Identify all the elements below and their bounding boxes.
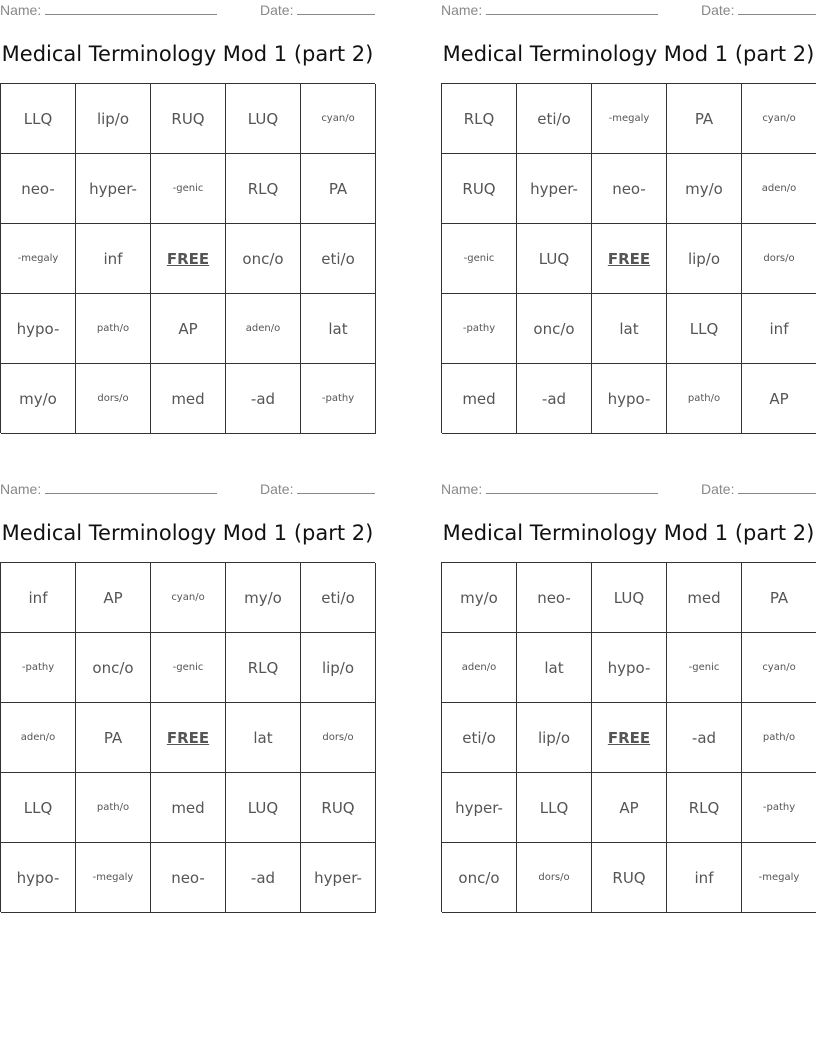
date-blank-line[interactable] <box>297 481 375 494</box>
bingo-cell[interactable]: hypo- <box>1 294 76 364</box>
name-field <box>441 481 658 497</box>
card-title: Medical Terminology Mod 1 (part 2) <box>442 521 815 545</box>
bingo-cell[interactable]: RUQ <box>442 154 517 224</box>
bingo-cell[interactable]: LUQ <box>517 224 592 294</box>
bingo-cell[interactable]: cyan/o <box>742 633 816 703</box>
bingo-cell[interactable]: -ad <box>667 703 742 773</box>
name-label: Name: <box>0 481 42 497</box>
free-space-cell[interactable]: FREE <box>151 703 226 773</box>
name-blank-line[interactable] <box>45 481 217 494</box>
date-label: Date: <box>260 2 294 18</box>
bingo-cell[interactable]: PA <box>301 154 376 224</box>
bingo-card-1 <box>0 0 376 436</box>
bingo-cell[interactable]: lat <box>517 633 592 703</box>
date-field <box>260 2 375 18</box>
bingo-cell[interactable]: AP <box>76 563 151 633</box>
bingo-cell[interactable]: onc/o <box>76 633 151 703</box>
bingo-cell[interactable]: onc/o <box>442 843 517 913</box>
bingo-cell[interactable]: cyan/o <box>301 84 376 154</box>
bingo-cell[interactable]: LUQ <box>226 773 301 843</box>
bingo-cell[interactable]: hypo- <box>592 633 667 703</box>
bingo-cell[interactable]: RUQ <box>301 773 376 843</box>
name-label: Name: <box>0 2 42 18</box>
bingo-cell[interactable]: PA <box>742 563 816 633</box>
bingo-cell[interactable]: RLQ <box>442 84 517 154</box>
bingo-cell[interactable]: lat <box>592 294 667 364</box>
date-field <box>701 481 816 497</box>
card-title: Medical Terminology Mod 1 (part 2) <box>442 42 815 66</box>
bingo-cell[interactable]: my/o <box>442 563 517 633</box>
bingo-cell[interactable]: -genic <box>442 224 517 294</box>
bingo-cell[interactable]: hyper- <box>517 154 592 224</box>
bingo-cell[interactable]: hyper- <box>442 773 517 843</box>
bingo-cell[interactable]: eti/o <box>442 703 517 773</box>
bingo-cell[interactable]: my/o <box>1 364 76 434</box>
date-field <box>260 481 375 497</box>
bingo-cell[interactable]: med <box>151 364 226 434</box>
name-field <box>441 2 658 18</box>
bingo-cell[interactable]: LLQ <box>1 773 76 843</box>
bingo-grid <box>0 562 375 912</box>
bingo-cell[interactable]: path/o <box>667 364 742 434</box>
bingo-cell[interactable]: AP <box>592 773 667 843</box>
bingo-card-3 <box>0 479 376 915</box>
bingo-grid <box>0 83 375 433</box>
name-field <box>0 481 217 497</box>
bingo-cell[interactable]: onc/o <box>226 224 301 294</box>
bingo-cell[interactable]: path/o <box>76 294 151 364</box>
bingo-cell[interactable]: aden/o <box>1 703 76 773</box>
bingo-cell[interactable]: inf <box>667 843 742 913</box>
bingo-cell[interactable]: cyan/o <box>742 84 816 154</box>
name-blank-line[interactable] <box>486 481 658 494</box>
bingo-cell[interactable]: -pathy <box>742 773 816 843</box>
card-title: Medical Terminology Mod 1 (part 2) <box>1 521 374 545</box>
bingo-cell[interactable]: RLQ <box>667 773 742 843</box>
bingo-cell[interactable]: onc/o <box>517 294 592 364</box>
bingo-cell[interactable]: eti/o <box>301 563 376 633</box>
bingo-cell[interactable]: PA <box>76 703 151 773</box>
bingo-cell[interactable]: -megaly <box>742 843 816 913</box>
bingo-cell[interactable]: -genic <box>151 154 226 224</box>
free-space-cell[interactable]: FREE <box>592 703 667 773</box>
bingo-cell[interactable]: -megaly <box>1 224 76 294</box>
bingo-cell[interactable]: dors/o <box>301 703 376 773</box>
date-field <box>701 2 816 18</box>
bingo-card-2 <box>441 0 816 436</box>
date-label: Date: <box>260 481 294 497</box>
bingo-cell[interactable]: cyan/o <box>151 563 226 633</box>
bingo-cell[interactable]: hyper- <box>76 154 151 224</box>
date-label: Date: <box>701 2 735 18</box>
free-space-cell[interactable]: FREE <box>592 224 667 294</box>
bingo-grid <box>441 83 816 433</box>
bingo-cell[interactable]: lip/o <box>76 84 151 154</box>
bingo-cell[interactable]: med <box>151 773 226 843</box>
bingo-cell[interactable]: LUQ <box>226 84 301 154</box>
bingo-cell[interactable]: RLQ <box>226 154 301 224</box>
bingo-cell[interactable]: LLQ <box>1 84 76 154</box>
bingo-cell[interactable]: neo- <box>1 154 76 224</box>
bingo-cell[interactable]: lip/o <box>301 633 376 703</box>
bingo-card-4 <box>441 479 816 915</box>
bingo-cell[interactable]: -ad <box>517 364 592 434</box>
name-label: Name: <box>441 2 483 18</box>
bingo-cell[interactable]: path/o <box>742 703 816 773</box>
bingo-cell[interactable]: -pathy <box>442 294 517 364</box>
bingo-cell[interactable]: RLQ <box>226 633 301 703</box>
bingo-cell[interactable]: path/o <box>76 773 151 843</box>
bingo-cell[interactable]: my/o <box>226 563 301 633</box>
date-blank-line[interactable] <box>738 481 816 494</box>
bingo-cell[interactable]: aden/o <box>442 633 517 703</box>
free-space-cell[interactable]: FREE <box>151 224 226 294</box>
bingo-cell[interactable]: AP <box>151 294 226 364</box>
bingo-cell[interactable]: aden/o <box>742 154 816 224</box>
name-blank-line[interactable] <box>45 2 217 15</box>
bingo-cell[interactable]: neo- <box>151 843 226 913</box>
bingo-cell[interactable]: lat <box>226 703 301 773</box>
bingo-cell[interactable]: hyper- <box>301 843 376 913</box>
bingo-cell[interactable]: lip/o <box>667 224 742 294</box>
bingo-cell[interactable]: med <box>442 364 517 434</box>
name-label: Name: <box>441 481 483 497</box>
bingo-cell[interactable]: LLQ <box>517 773 592 843</box>
bingo-grid <box>441 562 816 912</box>
date-blank-line[interactable] <box>738 2 816 15</box>
bingo-cell[interactable]: -genic <box>151 633 226 703</box>
bingo-cell[interactable]: -megaly <box>592 84 667 154</box>
bingo-cell[interactable]: inf <box>1 563 76 633</box>
bingo-cell[interactable]: -pathy <box>1 633 76 703</box>
bingo-cell[interactable]: RUQ <box>592 843 667 913</box>
bingo-cell[interactable]: -megaly <box>76 843 151 913</box>
bingo-cell[interactable]: dors/o <box>76 364 151 434</box>
bingo-cell[interactable]: dors/o <box>517 843 592 913</box>
bingo-cell[interactable]: lat <box>301 294 376 364</box>
bingo-cell[interactable]: eti/o <box>517 84 592 154</box>
bingo-cell[interactable]: -ad <box>226 843 301 913</box>
date-label: Date: <box>701 481 735 497</box>
bingo-cell[interactable]: -genic <box>667 633 742 703</box>
card-title: Medical Terminology Mod 1 (part 2) <box>1 42 374 66</box>
bingo-cell[interactable]: hypo- <box>592 364 667 434</box>
bingo-cell[interactable]: PA <box>667 84 742 154</box>
bingo-cell[interactable]: -pathy <box>301 364 376 434</box>
bingo-cell[interactable]: LUQ <box>592 563 667 633</box>
date-blank-line[interactable] <box>297 2 375 15</box>
bingo-cell[interactable]: neo- <box>517 563 592 633</box>
bingo-cell[interactable]: inf <box>76 224 151 294</box>
bingo-cell[interactable]: -ad <box>226 364 301 434</box>
bingo-cell[interactable]: my/o <box>667 154 742 224</box>
bingo-cell[interactable]: LLQ <box>667 294 742 364</box>
name-blank-line[interactable] <box>486 2 658 15</box>
bingo-cell[interactable]: eti/o <box>301 224 376 294</box>
bingo-cell[interactable]: dors/o <box>742 224 816 294</box>
bingo-cell[interactable]: med <box>667 563 742 633</box>
bingo-cell[interactable]: RUQ <box>151 84 226 154</box>
bingo-cell[interactable]: hypo- <box>1 843 76 913</box>
bingo-cell[interactable]: lip/o <box>517 703 592 773</box>
bingo-cell[interactable]: aden/o <box>226 294 301 364</box>
bingo-cell[interactable]: AP <box>742 364 816 434</box>
name-field <box>0 2 217 18</box>
bingo-cell[interactable]: neo- <box>592 154 667 224</box>
bingo-cell[interactable]: inf <box>742 294 816 364</box>
